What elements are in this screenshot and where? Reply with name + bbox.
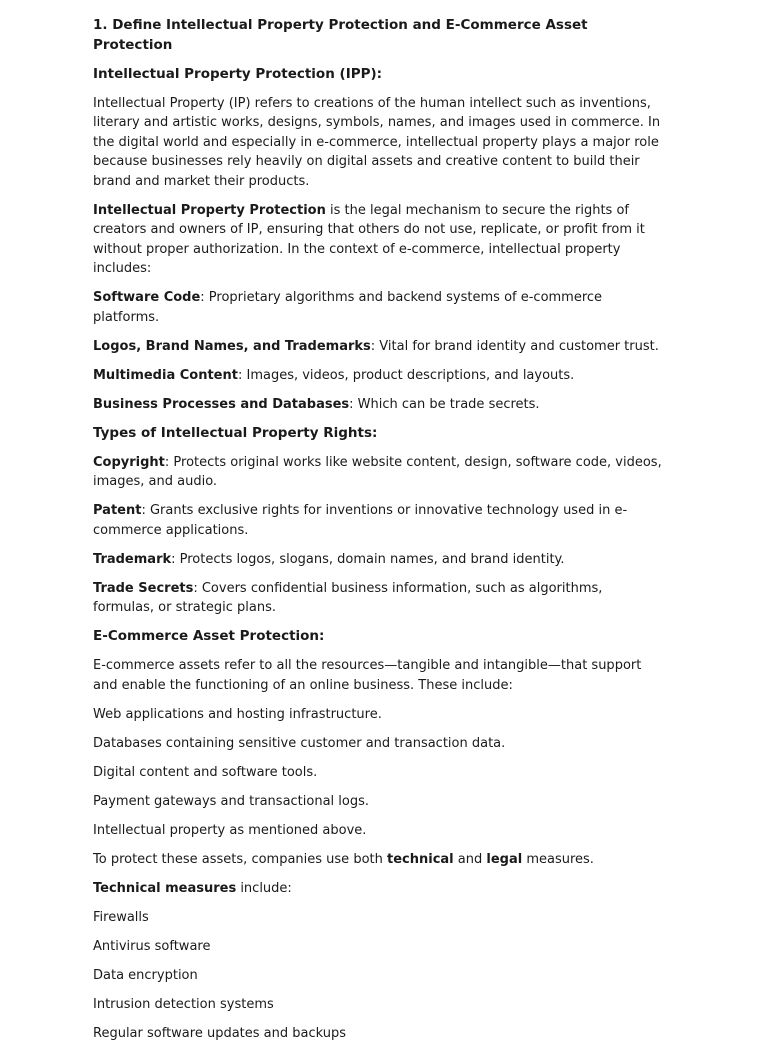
ip-include-text: : Proprietary algorithms and backend systems of e-commerce platforms. [93,290,603,325]
technical-term: technical [387,851,454,867]
ip-include-item [93,395,663,415]
protect-and-text: and [453,851,487,867]
ip-include-term: Business Processes and Databases [93,396,350,412]
ip-type-item [93,501,663,540]
ip-include-term: Multimedia Content [93,367,238,383]
asset-item: Digital content and software tools. [93,764,318,780]
protect-paragraph [93,850,663,870]
technical-measure-item: Firewalls [93,909,149,925]
ipp-heading: Intellectual Property Protection (IPP): [93,65,383,82]
ip-include-item [93,337,663,357]
ip-include-item [93,288,663,327]
eca-heading: E-Commerce Asset Protection: [93,628,325,644]
ip-type-text: : Protects logos, slogans, domain names, and brand identity. [171,551,565,567]
asset-item: Web applications and hosting infrastructure. [93,706,382,722]
ip-type-item [93,453,663,492]
technical-measure-item: Intrusion detection systems [93,996,274,1012]
ip-type-term: Trademark [93,551,172,567]
technical-measures-term: Technical measures [93,880,237,896]
ip-include-text: : Images, videos, product descriptions, and layouts. [237,367,575,383]
ip-type-text: : Covers confidential business information, such as algorithms, formulas, or strategic plans. [93,580,603,615]
ip-include-term: Software Code [93,290,201,305]
ip-types-heading: Types of Intellectual Property Rights: [93,424,378,441]
ip-type-text: : Protects original works like website content, design, software code, videos, images, and audio. [93,454,662,489]
technical-measure-item: Antivirus software [93,938,211,954]
ip-include-term: Logos, Brand Names, and Trademarks [93,338,371,354]
technical-measure-item: Regular software updates and backups [93,1025,347,1041]
ip-include-text: : Vital for brand identity and customer trust. [370,338,659,354]
asset-item: Databases containing sensitive customer and transaction data. [93,735,506,751]
protect-post-text: measures. [522,851,594,867]
ip-type-term: Copyright [93,454,165,470]
asset-item: Intellectual property as mentioned above. [93,822,367,838]
ip-include-item [93,366,663,386]
technical-measure-item: Data encryption [93,967,198,983]
document-page [93,16,663,1053]
legal-term: legal [486,851,523,867]
ipp-term: Intellectual Property Protection [93,202,326,218]
document-title: 1. Define Intellectual Property Protection and E-Commerce Asset Protection [93,17,588,53]
eca-intro-paragraph: E-commerce assets refer to all the resources—tangible and intangible—that support and enable the functioning of an online business. These include: [93,658,642,693]
ipp-definition-text: is the legal mechanism to secure the rights of creators and owners of IP, ensuring that others do not use, replicate, or profit from it without proper authorization. In the context of e-commerce, intellectual property includes: [93,202,645,276]
technical-measures-intro [93,879,663,899]
ip-include-text: : Which can be trade secrets. [349,396,540,412]
ip-type-term: Trade Secrets [93,580,194,596]
ip-type-item [93,550,663,570]
technical-measures-text: include: [236,880,292,896]
protect-pre-text: To protect these assets, companies use both [93,851,387,867]
ipp-definition-paragraph [93,201,663,279]
asset-item: Payment gateways and transactional logs. [93,793,370,809]
ip-intro-paragraph: Intellectual Property (IP) refers to creations of the human intellect such as inventions, literary and artistic works, designs, symbols, names, and images used in commerce. In the digital world and especially in e-commerce, intellectual property plays a major role because businesses rely heavily on digital assets and creative content to build their brand and market their products. [93,95,661,189]
ip-type-item [93,579,663,618]
ip-type-text: : Grants exclusive rights for inventions or innovative technology used in e-commerce applications. [93,503,628,538]
ip-type-term: Patent [93,503,142,518]
